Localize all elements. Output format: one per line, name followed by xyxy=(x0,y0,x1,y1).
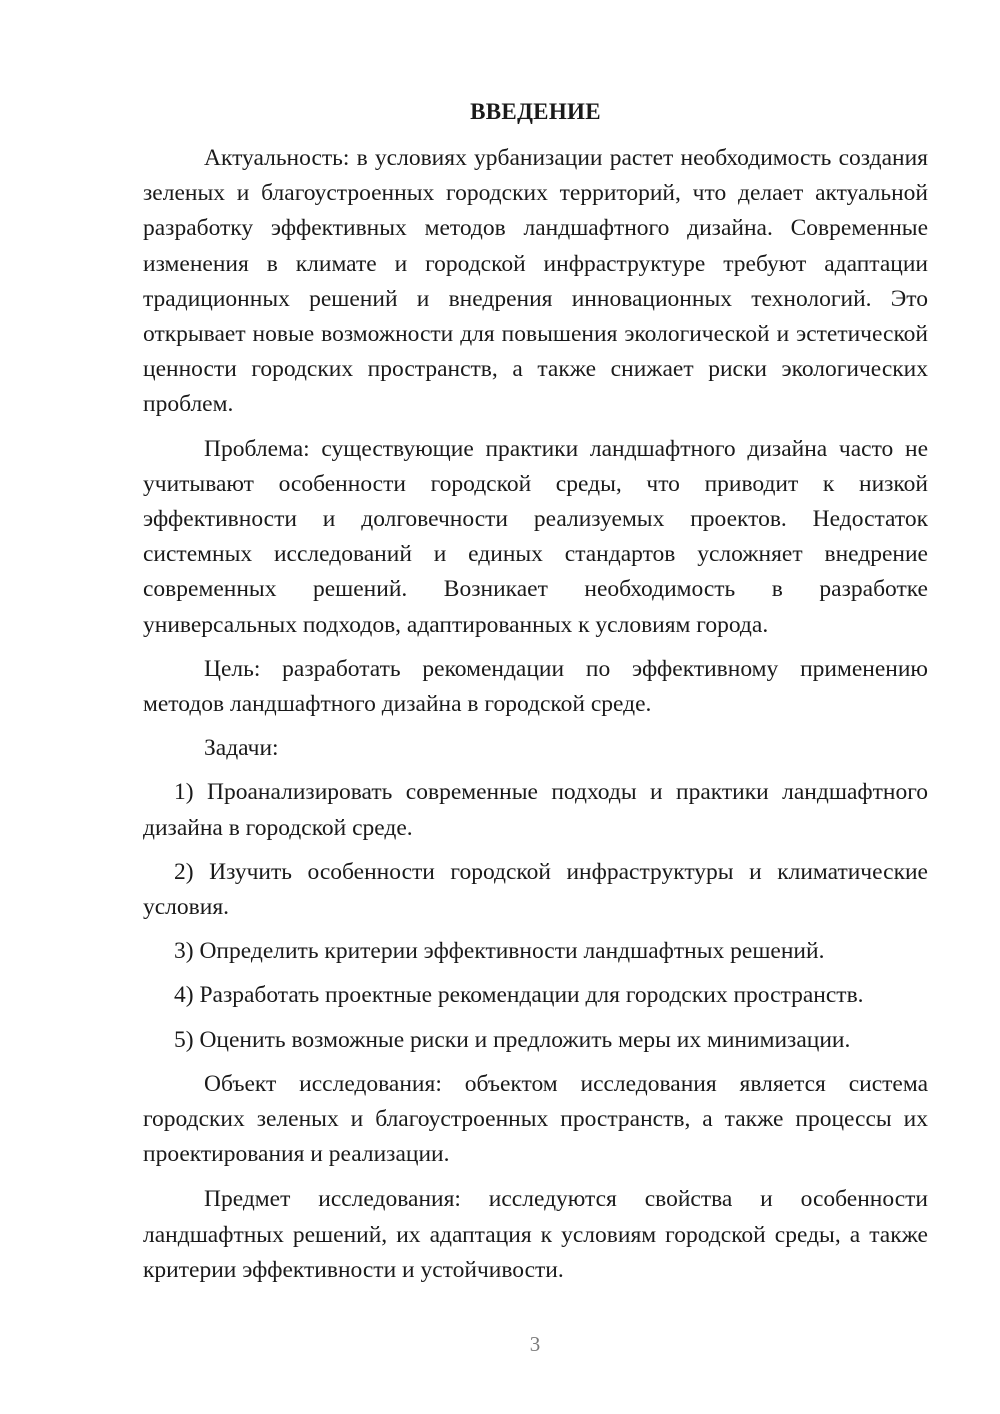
task-item: 2) Изучить особенности городской инфраструктуры и климатические условия. xyxy=(143,858,928,921)
problem-paragraph: Проблема: существующие практики ландшафтного дизайна часто не учитывают особенности городской среды, что приводит к низкой эффективности и долговечности реализуемых проектов. Недостаток системных исследований и единых стандартов усложняет внедрение современных решений. Возникает необходимость в разработке универсальных подходов, адаптированных к условиям города. xyxy=(143,435,928,638)
section-title: ВВЕДЕНИЕ xyxy=(470,99,601,124)
page-number: 3 xyxy=(529,1332,541,1356)
page-content xyxy=(143,94,928,1288)
goal-paragraph: Цель: разработать рекомендации по эффективному применению методов ландшафтного дизайна в городской среде. xyxy=(143,655,928,718)
subject-paragraph: Предмет исследования: исследуются свойства и особенности ландшафтных решений, их адаптация к условиям городской среды, а также критерии эффективности и устойчивости. xyxy=(143,1186,928,1283)
task-item: 5) Оценить возможные риски и предложить меры их минимизации. xyxy=(174,1026,851,1053)
relevance-paragraph: Актуальность: в условиях урбанизации растет необходимость создания зеленых и благоустроенных городских территорий, что делает актуальной разработку эффективных методов ландшафтного дизайна. Современные изменения в климате и городской инфраструктуре требуют адаптации традиционных решений и внедрения инновационных технологий. Это открывает новые возможности для повышения экологической и эстетической ценности городских пространств, а также снижает риски экологических проблем. xyxy=(143,145,928,418)
task-item: 3) Определить критерии эффективности ландшафтных решений. xyxy=(174,938,825,965)
tasks-heading: Задачи: xyxy=(204,735,279,762)
task-item: 4) Разработать проектные рекомендации для городских пространств. xyxy=(174,982,864,1009)
task-item: 1) Проанализировать современные подходы и практики ландшафтного дизайна в городской среде. xyxy=(143,779,928,841)
object-paragraph: Объект исследования: объектом исследования является система городских зеленых и благоустроенных пространств, а также процессы их проектирования и реализации. xyxy=(143,1070,928,1168)
